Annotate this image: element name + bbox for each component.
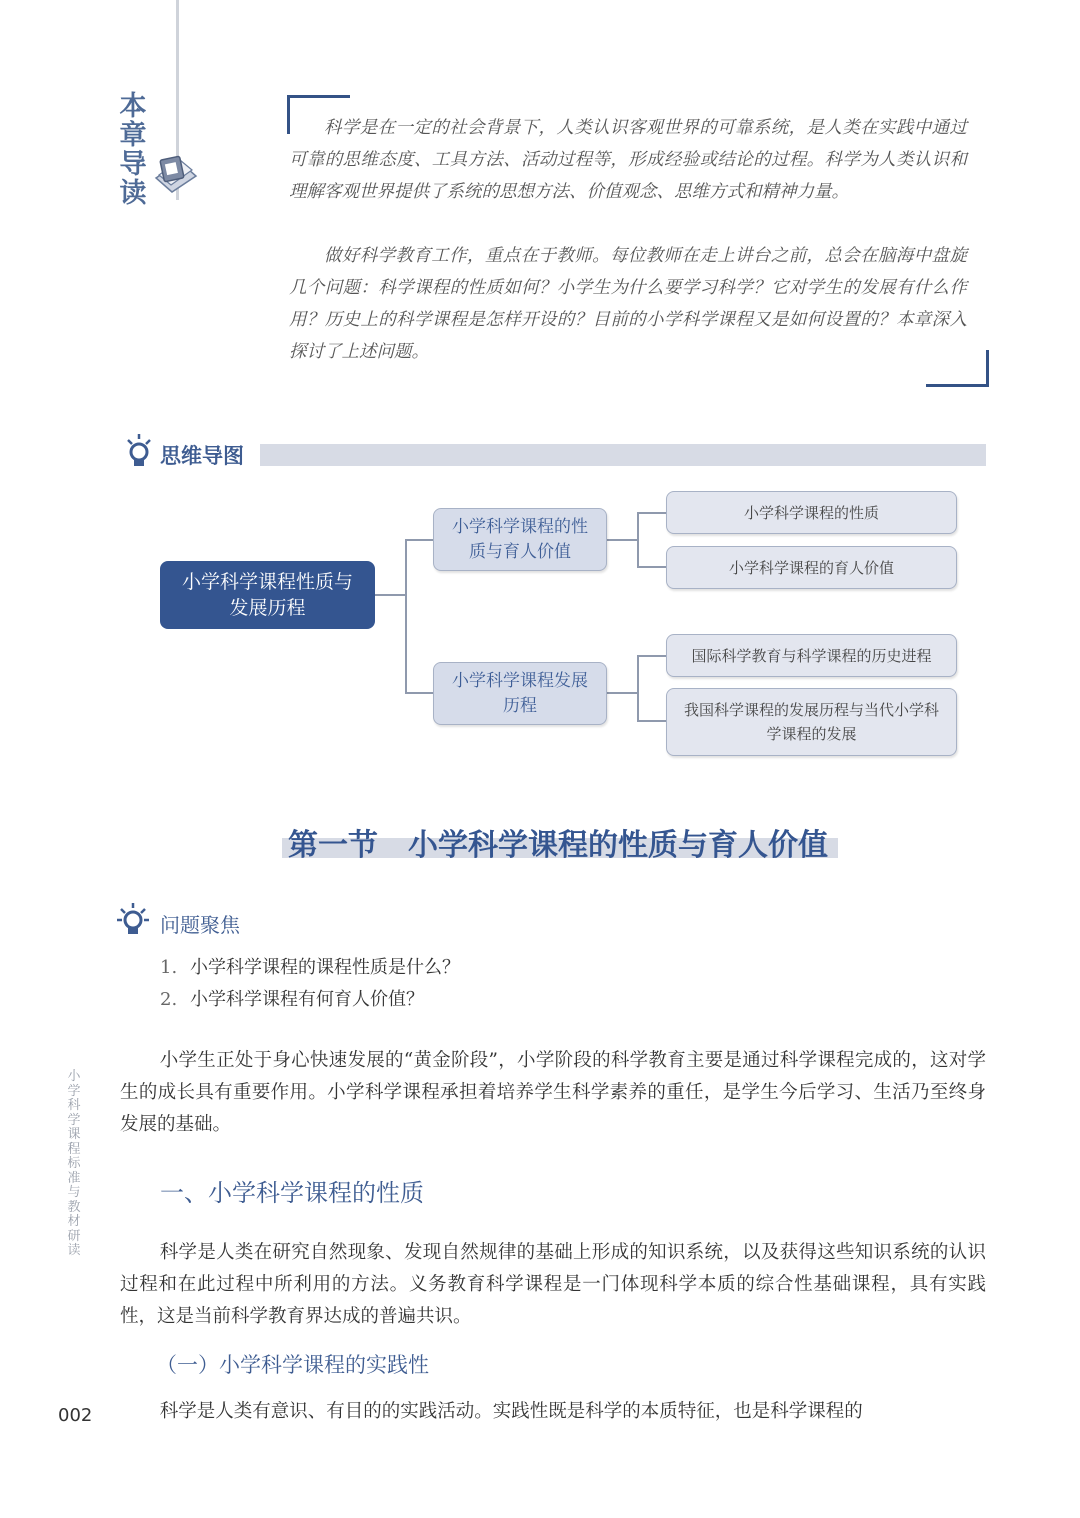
body-paragraph: 科学是人类有意识、有目的的实践活动。实践性既是科学的本质特征，也是科学课程的 (159, 1401, 863, 1422)
mindmap-branch-node: 小学科学课程发展历程 (433, 662, 607, 725)
connector (405, 692, 433, 694)
mindmap-leaf-node: 小学科学课程的育人价值 (666, 546, 957, 589)
question-text: 小学科学课程有何育人价值？ (190, 989, 424, 1010)
connector (607, 539, 638, 541)
connector (405, 539, 433, 541)
connector (637, 655, 666, 657)
connector (637, 512, 639, 568)
connector (405, 539, 407, 694)
mindmap-leaf-node: 国际科学教育与科学课程的历史进程 (666, 634, 957, 677)
focus-question (160, 953, 460, 979)
intro-paragraph: 科学是在一定的社会背景下，人类认识客观世界的可靠系统，是人类在实践中通过可靠的思维态度、工具方法、活动过程等，形成经验或结论的过程。科学为人类认识和理解客观世界提供了系统的思想方法、价值观念、思维方式和精神力量。 (289, 118, 967, 202)
subsection-heading: 一、小学科学课程的性质 (160, 1179, 424, 1207)
lightbulb-icon (116, 902, 150, 938)
intro-paragraph: 做好科学教育工作，重点在于教师。每位教师在走上讲台之前，总会在脑海中盘旋几个问题：科学课程的性质如何？小学生为什么要学习科学？它对学生的发展有什么作用？历史上的科学课程是怎样开设的？目前的小学科学课程又是如何设置的？本章深入探讨了上述问题。 (289, 246, 967, 362)
body-paragraph: 小学生正处于身心快速发展的“黄金阶段”，小学阶段的科学教育主要是通过科学课程完成的，这对学生的成长具有重要作用。小学科学课程承担着培养学生科学素养的重任，是学生今后学习、生活乃至终身发展的基础。 (120, 1050, 986, 1135)
problem-focus-title: 问题聚焦 (160, 913, 240, 937)
connector (637, 655, 639, 722)
question-number: 2. (160, 989, 178, 1010)
section-title: 第一节 小学科学课程的性质与育人价值 (288, 828, 828, 863)
connector (637, 720, 666, 722)
page-number: 002 (58, 1405, 93, 1426)
connector (607, 692, 638, 694)
focus-question (160, 985, 424, 1011)
sub-subsection-heading: （一）小学科学课程的实践性 (156, 1353, 429, 1377)
mindmap-header-bar (260, 444, 986, 466)
book-title-vertical: 小学科学课程标准与教材研读 (67, 1069, 81, 1258)
connector (637, 566, 666, 568)
connector (637, 512, 666, 514)
mindmap-leaf-node: 小学科学课程的性质 (666, 491, 957, 534)
mindmap-title: 思维导图 (160, 444, 244, 468)
mindmap-leaf-node: 我国科学课程的发展历程与当代小学科学课程的发展 (666, 688, 957, 756)
question-text: 小学科学课程的课程性质是什么？ (190, 957, 460, 978)
mindmap-root-node: 小学科学课程性质与发展历程 (160, 561, 375, 629)
connector (375, 594, 406, 596)
lightbulb-icon (124, 432, 154, 470)
body-paragraph: 科学是人类在研究自然现象、发现自然规律的基础上形成的知识系统，以及获得这些知识系统的认识过程和在此过程中所利用的方法。义务教育科学课程是一门体现科学本质的综合性基础课程，具有实践性，这是当前科学教育界达成的普遍共识。 (120, 1242, 986, 1327)
question-number: 1. (160, 957, 178, 978)
chapter-intro-heading: 本章导读 (119, 91, 147, 209)
book-icon (150, 148, 200, 198)
mindmap-branch-node: 小学科学课程的性质与育人价值 (433, 508, 607, 571)
